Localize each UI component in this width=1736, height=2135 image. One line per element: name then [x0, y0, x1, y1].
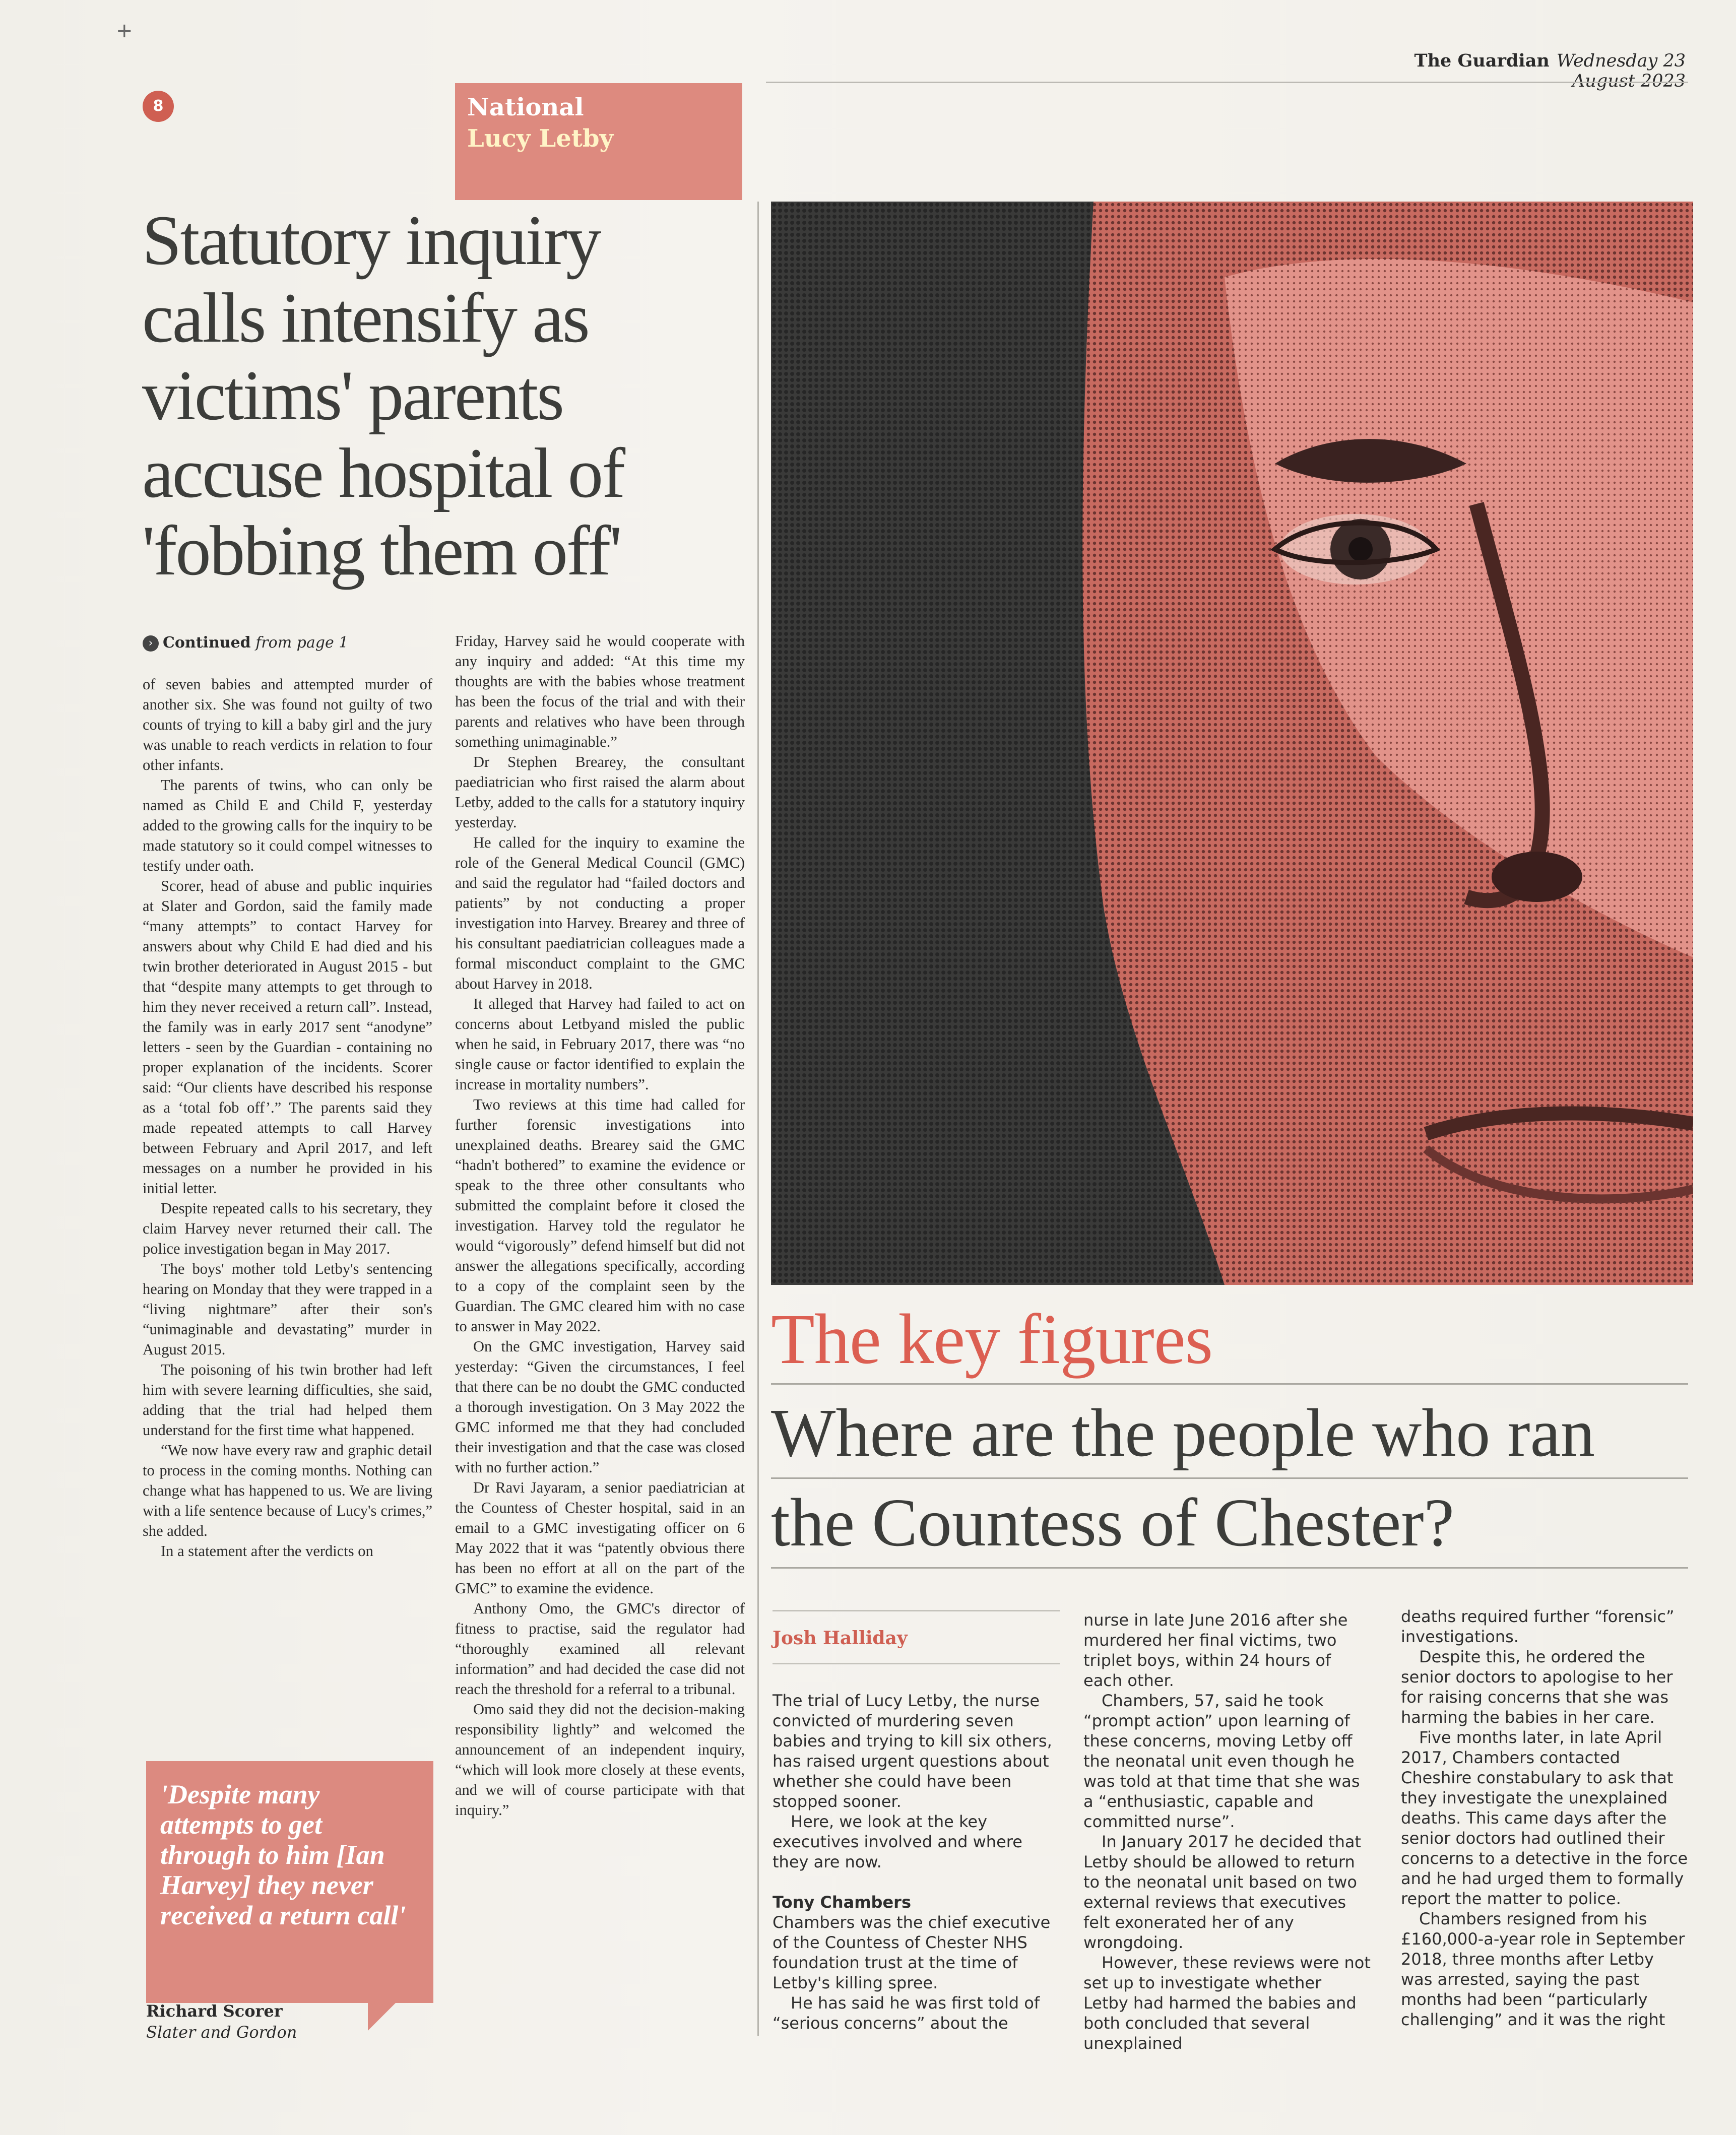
rule: [771, 1383, 1688, 1385]
key-figures-column-2: [1083, 1610, 1371, 2053]
paragraph: Dr Ravi Jayaram, a senior paediatrician at the Countess of Chester hospital, said in an email to a GMC investigating officer on 6 May 2022 that it was “patently obvious there has been no effort at all on the part of the GMC” to examine the evidence.: [455, 1479, 745, 1597]
paragraph: He has said he was first told of “serious concerns” about the: [773, 1993, 1040, 2033]
paragraph: However, these reviews were not set up to investigate whether Letby had harmed the babies and both concluded that several unexplained: [1083, 1953, 1371, 2053]
byline-rule: [773, 1610, 1060, 1611]
key-figures-column-3: [1401, 1606, 1688, 2030]
paragraph: Chambers resigned from his £160,000-a-year role in September 2018, three months after Letby was arrested, saying the past months had been “particularly challenging” and it was the right: [1401, 1909, 1685, 2029]
section-label: National: [467, 93, 584, 121]
key-figures-column-1: [773, 1691, 1060, 2033]
byline: Josh Halliday: [773, 1628, 908, 1649]
paragraph: Despite this, he ordered the senior doctors to apologise to her for raising concerns that she was harming the babies in her care.: [1401, 1647, 1673, 1727]
paragraph: The parents of twins, who can only be named as Child E and Child F, yesterday added to the growing calls for the inquiry to be made statutory so it could compel witnesses to testify under oath.: [143, 777, 432, 874]
continued-from: from page 1: [255, 634, 349, 652]
section-label-box: [455, 83, 742, 200]
rule: [771, 1567, 1688, 1569]
paragraph: Two reviews at this time had called for further forensic investigations into unexplained deaths. Brearey said the GMC “hadn't bothered” to examine the evidence or speak to the three other consultants who submitted the complaint before it closed the investigation. Harvey told the regulator he would “vigorously” defend himself but did not answer the allegations specifically, according to a copy of the complaint seen by the Guardian. The GMC cleared him with no case to answer in May 2022.: [455, 1096, 745, 1335]
key-figures-deck: Where are the people who ran the Countess of Chester?: [771, 1395, 1595, 1561]
masthead-date: Wednesday 23 August 2023: [1556, 51, 1686, 91]
top-rule: [766, 82, 1688, 83]
paragraph: Here, we look at the key executives involved and where they are now.: [773, 1812, 1022, 1871]
paragraph: Dr Stephen Brearey, the consultant paediatrician who first raised the alarm about Letby, added to the calls for a statutory inquiry yesterday.: [455, 753, 745, 831]
masthead: [1361, 50, 1686, 91]
paragraph: On the GMC investigation, Harvey said yesterday: “Given the circumstances, I feel that there can be no doubt the GMC conducted a thorough investigation. On 3 May 2022 the GMC informed me that they had concluded their investigation and that the case was closed with no further action.”: [455, 1338, 745, 1476]
paragraph: It alleged that Harvey had failed to act on concerns about Letbyand misled the public when he said, in February 2017, there was “no single cause or factor identified to explain the increase in mortality numbers”.: [455, 995, 745, 1093]
paragraph: In January 2017 he decided that Letby should be allowed to return to the neonatal unit based on two external reviews that executives felt exonerated her of any wrongdoing.: [1083, 1832, 1362, 1952]
headline: Statutory inquiry calls intensify as victims' parents accuse hospital of 'fobbing them off': [142, 201, 624, 590]
subhead: Tony Chambers: [773, 1893, 911, 1912]
paragraph: Chambers, 57, said he took “prompt action” upon learning of these concerns, moving Letby off the neonatal unit even though he was told at that time that she was a “enthusiastic, capable and committed nurse”.: [1083, 1691, 1360, 1831]
paragraph: Despite repeated calls to his secretary, they claim Harvey never returned their call. The police investigation began in May 2017.: [143, 1200, 432, 1257]
paragraph: The trial of Lucy Letby, the nurse convicted of murdering seven babies and trying to kill six others, has raised urgent questions about whether she could have been stopped sooner.: [773, 1691, 1052, 1811]
paragraph: nurse in late June 2016 after she murdered her final victims, two triplet boys, within 24 hours of each other.: [1083, 1610, 1348, 1690]
paragraph: In a statement after the verdicts on: [161, 1542, 373, 1560]
paragraph: Chambers was the chief executive of the Countess of Chester NHS foundation trust at the time of Letby's killing spree.: [773, 1913, 1051, 1992]
paragraph: of seven babies and attempted murder of another six. She was found not guilty of two counts of trying to kill a baby girl and the jury was unable to reach verdicts in relation to four other infants.: [143, 676, 432, 773]
continued-label: Continued: [163, 634, 251, 652]
paragraph: Friday, Harvey said he would cooperate with any inquiry and added: “At this time my thoughts are with the babies whose treatment has been the focus of the trial and with their parents and relatives who have been through something unimaginable.”: [455, 632, 745, 750]
halftone-portrait-photo: [771, 202, 1693, 1285]
pull-quote-text: 'Despite many attempts to get through to him [Ian Harvey] they never received a return call': [160, 1779, 406, 1930]
paragraph: Anthony Omo, the GMC's director of fitness to practise, said the regulator had “thoroughly examined all relevant information” and had decided the case did not reach the threshold for a referral to a tribunal.: [455, 1600, 745, 1698]
pull-quote-name: Richard Scorer: [146, 2001, 283, 2021]
section-sublabel: Lucy Letby: [467, 124, 614, 153]
column-rule: [757, 202, 759, 2036]
pull-quote-tail: [368, 2000, 398, 2031]
article-column-2: [455, 631, 745, 1820]
pull-quote: [146, 1761, 433, 2003]
byline-rule: [773, 1663, 1060, 1664]
paragraph: deaths required further “forensic” investigations.: [1401, 1607, 1675, 1646]
masthead-title: The Guardian: [1414, 50, 1550, 71]
rule: [771, 1477, 1688, 1479]
paragraph: Omo said they did not the decision-making responsibility lightly” and welcomed the announcement of an independent inquiry, “which will look more closely at these events, and we will of course participate with that inquiry.”: [455, 1701, 745, 1819]
continued-line: [143, 634, 348, 652]
key-figures-title: The key figures: [771, 1299, 1213, 1379]
portrait-image: [771, 202, 1693, 1285]
pull-quote-org: Slater and Gordon: [146, 2023, 297, 2042]
paragraph: He called for the inquiry to examine the role of the General Medical Council (GMC) and said the regulator had “failed doctors and patients” by not conducting a proper investigation into Harvey. Brearey and three of his consultant paediatrician colleagues made a formal misconduct complaint to the GMC about Harvey in 2018.: [455, 834, 745, 992]
paragraph: Five months later, in late April 2017, Chambers contacted Cheshire constabulary to ask that they investigate the unexplained deaths. This came days after the senior doctors had outlined their concerns to a detective in the force and he had urged them to formally report the matter to police.: [1401, 1728, 1688, 1908]
paragraph: Scorer, head of abuse and public inquiries at Slater and Gordon, said the family made “many attempts” to contact Harvey for answers about why Child E had died and his twin brother deteriorated in August 2015 - but that “despite many attempts to get through to him they never received a return call”. Instead, the family was in early 2017 sent “anodyne” letters - seen by the Guardian - containing no proper explanation of the incidents. Scorer said: “Our clients have described his response as a ‘total fob off’.” The parents said they made repeated attempts to call Harvey between February and April 2017, and left messages on a number he provided in his initial letter.: [143, 877, 432, 1197]
paragraph: The poisoning of his twin brother had left him with severe learning difficulties, she said, adding that the trial had helped them understand for the first time what happened.: [143, 1361, 432, 1439]
page-number: 8: [143, 91, 174, 122]
crop-mark: +: [116, 19, 133, 42]
article-column-1: [143, 674, 432, 1561]
paragraph: The boys' mother told Letby's sentencing hearing on Monday that they were trapped in a “living nightmare” after their son's “unimaginable and devastating” murder in August 2015.: [143, 1260, 432, 1358]
paragraph: “We now have every raw and graphic detail to process in the coming months. Nothing can change what has happened to us. We are living with a life sentence because of Lucy's crimes,” she added.: [143, 1442, 432, 1539]
continued-arrow-icon: ›: [143, 635, 159, 652]
